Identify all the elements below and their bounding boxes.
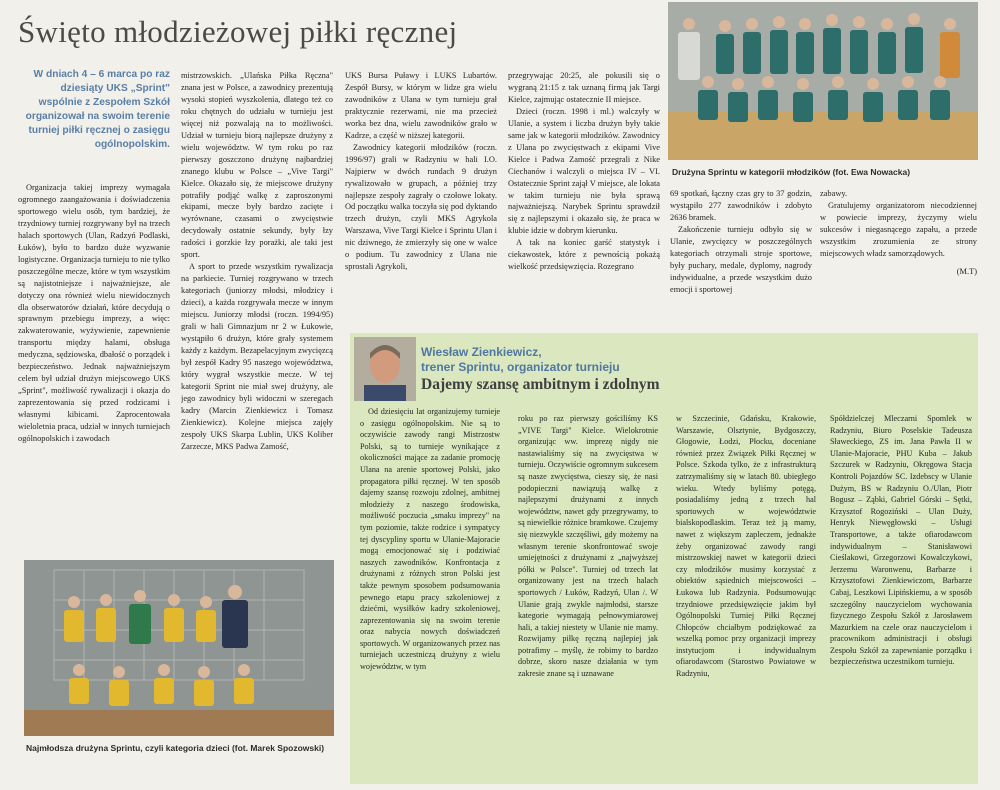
paragraph: Organizacja takiej imprezy wymagała ogromnego zaangażowania i doświadczenia sportowego wielu osób, tym bardziej, że trzydniowy turniej rozgrywany był na trzech halach sportowych (Ulan, Radzyń Podlaski, Łuków), było to bardzo duże wyzwanie logistyczne. Organizacja turnieju to nie tylko poszczególne mecze, które w tym wszystkim są najistotniejsze i najważniejsze, ale dotyczy ona również wielu niewidocznych dla obserwatorów działań, które decydują o sprawnym przebiegu imprezy, a więc: zakwaterowanie, wyżywienie, zapewnienie transportu między halami, obsługa medyczna, sędziowska, dbałość o porządek i bezpieczeństwo. Jednak najważniejszym celem był udział drużyn miejscowego UKS „Sprint", możliwość rywalizacji i okazja do zaprezentowania się przed rodzicami i własnymi kibicami. Zaprocentowała wieloletnia praca, udział w innych turniejach ogólnopolskich i zawodach [18, 183, 170, 444]
article-column-3 [345, 70, 497, 332]
article-column-5 [670, 188, 812, 328]
article-column-2 [181, 70, 333, 550]
interview-column-3 [676, 413, 816, 778]
interview-column-4 [830, 413, 972, 778]
paragraph: zabawy. [820, 189, 848, 198]
paragraph: Od dziesięciu lat organizujemy turnieje o zasięgu ogólnopolskim. Nie są to oczywiście zawody rangi Mistrzostw Polski, są to turnieje wynikające z okoliczności mające za zadanie promocję Ulana na arenie sportowej Polski, jako propagatora piłki ręcznej. W ten sposób dajemy szansę rozwoju zdolnej, ambitnej młodzieży z naszego środowiska, możliwość poczucia „smaku imprezy" na tym poziomie, także rodzice i sympatycy tej dyscypliny sportu w Ulanie-Majoracie mogą emocjonować się i podziwiać naszych zawodników. Konfrontacja z drużynami z różnych stron Polski jest także pewnym sposobem podsumowania pewnego etapu pracy szkoleniowej z dziećmi, wysiłków kadry szkoleniowej, zaprezentowania się na swoim terenie oraz nabycia nowych doświadczeń sportowych. W organizowanych przez nas turniejach uczestniczą drużyny z wielu województw, w tym [360, 407, 500, 672]
paragraph: roku po raz pierwszy gościliśmy KS „VIVE Targi" Kielce. Wielokrotnie organizując ww. imprezę nigdy nie nastawialiśmy się na zwycięstwa w turnieju. Oczywiście ogromnym sukcesem są nasze zwycięstwa, cieszy się, że nasi podopieczni nawiązują walkę z najlepszymi drużynami z innych województw, nawet gdy przegrywamy, to są niewielkie różnice bramkowe. Czujemy się niezwykle szczęśliwi, gdy możemy na własnym terenie skonfrontować swoje umiejętności z drużynami z „najwyższej półki w Polsce". Turniej od trzech lat organizowany jest na trzech halach sportowych / Łuków, Radzyń, Ulan /. W Ulanie grają zwykle najmłodsi, starsze kategorie wymagają pełnowymiarowej hali, a takiej niestety w Ulanie nie mamy. Rozwijamy piłkę ręczną najlepiej jak potrafimy – myślę, że robimy to bardzo dobrze, skoro nasze działania w tym zakresie znane są i uznawane [518, 414, 658, 679]
interview-column-1 [360, 406, 500, 778]
photo-caption-youth: Drużyna Sprintu w kategorii młodzików (fot. Ewa Nowacka) [672, 167, 911, 177]
paragraph: Dzieci (roczn. 1998 i ml.) walczyły w Ulanie, a system i liczba drużyn były takie same jak w kategorii młodzików. Zawodnicy z Ulana po zwycięstwach z ekipami Vive Kielce i Padwa Zamość przegrali z Nike Ciechanów i walczyli o miejsca IV – VI. Ostatecznie Sprint zajął V miejsce, ale lokata w takim turnieju nie była sprawą najważniejszą. Narybek Sprintu sprawdził się z najlepszymi i okazało się, że praca w klubie idzie w dobrym kierunku. [508, 106, 660, 236]
paragraph: przegrywając 20:25, ale pokusili się o wygraną 21:15 z tak uznaną firmą jak Targi Kielce, zajmując ostatecznie II miejsce. [508, 71, 660, 104]
interviewee-name [421, 345, 620, 375]
team-photo-children [24, 560, 334, 736]
article-title: Święto młodzieżowej piłki ręcznej [18, 14, 458, 49]
article-signature: (M.T) [956, 266, 977, 276]
paragraph: UKS Bursa Puławy i LUKS Lubartów. Zespół Bursy, w którym w lidze gra wielu zawodników z Ulana w tym turnieju grał praktycznie rezerwami, nie ma przecież worka bez dna, wielu zawodników grało w Kadrze, a część w niższej kategorii. [345, 71, 497, 140]
article-column-6 [820, 188, 977, 328]
paragraph: Spółdzielczej Mleczarni Spomlek w Radzyniu, Biuro Poselskie Tadeusza Sławeckiego, ZS im. Jana Pawła II w Ulanie-Majoracie, PHU Kuba – Jakub Szczurek w Radzyniu, Okręgowa Stacja Kontroli Pojazdów SC. Izdebscy w Ulanie Dużym, BS w Radzyniu O./Ulan, Piotr Bogusz – Ząbki, Gabriel Górski – Sętki, Krzysztof Rogoziński – Ulan Duży, Henryk Niewęgłowski – Usługi Transportowe, a także ofiarodawcom indywidualnym – Stanisławowi Cieślakowi, Grzegorzowi Kowalczykowi, Jerzemu Waronwenu, Barbarze i Krzysztofowi Zienkiewiczom, Barbarze Cabaj, Leszkowi Lipińskiemu, a w sposób szczególny nauczycielom wychowania fizycznego Zespołu Szkół z Jarosławem Mazurkiem na czele oraz nauczycielom i pracownikom administracji i obsługi Zespołu Szkół za zapewnianie porządku i bezpieczeństwa uczestnikom turnieju. [830, 414, 972, 667]
team-photo-youth-image [668, 2, 978, 160]
author-portrait-image [354, 337, 416, 401]
article-lead: W dniach 4 – 6 marca po raz dziesiąty UKS „Sprint" wspólnie z Zespołem Szkół organizował na swoim terenie turniej piłki ręcznej o zasięgu ogólnopolskim. [25, 69, 170, 151]
interview-box [350, 333, 978, 784]
interview-column-2 [518, 413, 658, 778]
paragraph: Gratulujemy organizatorom niecodziennej w powiecie imprezy, życzymy wielu sukcesów i niegasnącego zapału, a przede wszystkim zrozumienia ze strony miejscowych władz samorządowych. [820, 200, 977, 258]
article-column-1 [18, 182, 170, 542]
interview-headline: Dajemy szansę ambitnym i zdolnym [421, 376, 660, 393]
paragraph: A sport to przede wszystkim rywalizacja na parkiecie. Turniej rozgrywano w trzech kategoriach (juniorzy młodsi, młodzicy i dzieci), a każda rozgrywała mecze w innym miejscu. Juniorzy młodsi (roczn. 1994/95) grali w hali Gimnazjum nr 2 w Łukowie, wystąpiło 6 drużyn, które grały systemem każdy z każdym. Bezapelacyjnym zwycięzcą był zespół Kadry 95 naszego województwa, który wygrał wszystkie mecze. W tej kategorii Sprint nie miał swej drużyny, ale jego zawodnicy byli widoczni w szeregach kadry (Marcin Zienkiewicz i Tomasz Zienkiewicz). Kolejne miejsca zajęły zespoły UKS Skarpa Lublin, UKS Koliber Zarzecze, MKS Padwa Zamość, [181, 262, 333, 451]
paragraph: Zakończenie turnieju odbyło się w Ulanie, zwycięzcy w poszczególnych kategoriach otrzymali stroje sportowe, były puchary, medale, dyplomy, nagrody indywidualne, a przede wszystkim dużo emocji i sportowej [670, 224, 812, 294]
paragraph: Zawodnicy kategorii młodzików (roczn. 1996/97) grali w Radzyniu w hali I.O. Najpierw w dwóch rundach 9 drużyn rywalizowało w grupach, a później trzy najlepsze zespoły zagrały o czołowe lokaty. Od początku walka toczyła się pod dyktando trzech drużyn, czyli MKS Agrykola Warszawa, Vive Targi Kielce i Sprintu Ulan i nic dziwnego, że zmierzyły się one w walce o podium. Tu zawodnicy z Ulana nie sprostali Agrykoli, [345, 142, 497, 272]
paragraph: A tak na koniec garść statystyk i ciekawostek, które z pewnością pokażą wielkość przedsięwzięcia. Rozegrano [508, 238, 660, 272]
paragraph: mistrzowskich. „Ulańska Piłka Ręczna" znana jest w Polsce, a zawodnicy prezentują wysoki stopień wyszkolenia, dlatego też co roku chętnych do udziału w turnieju jest więcej niż pozwalają na to możliwości. Udział w turnieju biorą najlepsze drużyny z wielu województw. W tym roku po raz pierwszy goszczono drużynę najbardziej znanego klubu w Polsce – „Vive Targi" Kielce. Okazało się, że miejscowe drużyny potrafiły podjąć walkę z zaproszonymi ekipami, mecze były bardzo zacięte i wyrównane, czasami o zwycięstwie decydowały ostatnie sekundy, były łzy radości i gorzkie łzy porażki, ale taki jest sport. [181, 71, 333, 260]
photo-caption-children: Najmłodsza drużyna Sprintu, czyli kategoria dzieci (fot. Marek Spozowski) [26, 743, 325, 753]
team-photo-children-image [24, 560, 334, 736]
author-portrait [354, 337, 416, 401]
paragraph: w Szczecinie, Gdańsku, Krakowie, Warszawie, Olsztynie, Bydgoszczy, Głogowie, Łodzi, Płocku, doceniane również przez Związek Piłki Ręcznej w Polsce. Szkoda tylko, że z infrastrukturą zatrzymaliśmy się w latach 80. ubiegłego wieku. Wtedy byliśmy potęgą, posiadaliśmy jedną z trzech hal sportowych w województwie bialskopodlaskim. Teraz też ją mamy, nawet z większym zapleczem, jednakże żeby organizować zawody rangi mistrzowskiej nawet w kategorii dzieci czy młodzików musimy korzystać z obiektów sąsiednich miejscowości – Łukowa lub Radzynia. Podsumowując trzydniowe przedsięwzięcie jakim był Ogólnopolski Turniej Piłki Ręcznej Chłopców chciałbym podziękować za wszelką pomoc przy organizacji imprezy instytucjom i indywidualnym ofiarodawcom (Starostwo Powiatowe w Radzyniu, [676, 414, 816, 679]
paragraph: 69 spotkań, łączny czas gry to 37 godzin, wystąpiło 277 zawodników i zdobyto 2636 bramek. [670, 189, 812, 222]
article-column-4 [508, 70, 660, 332]
interviewee-role: trener Sprintu, organizator turnieju [421, 360, 620, 374]
interviewee-name-text: Wiesław Zienkiewicz, [421, 345, 542, 359]
team-photo-youth [668, 2, 978, 160]
